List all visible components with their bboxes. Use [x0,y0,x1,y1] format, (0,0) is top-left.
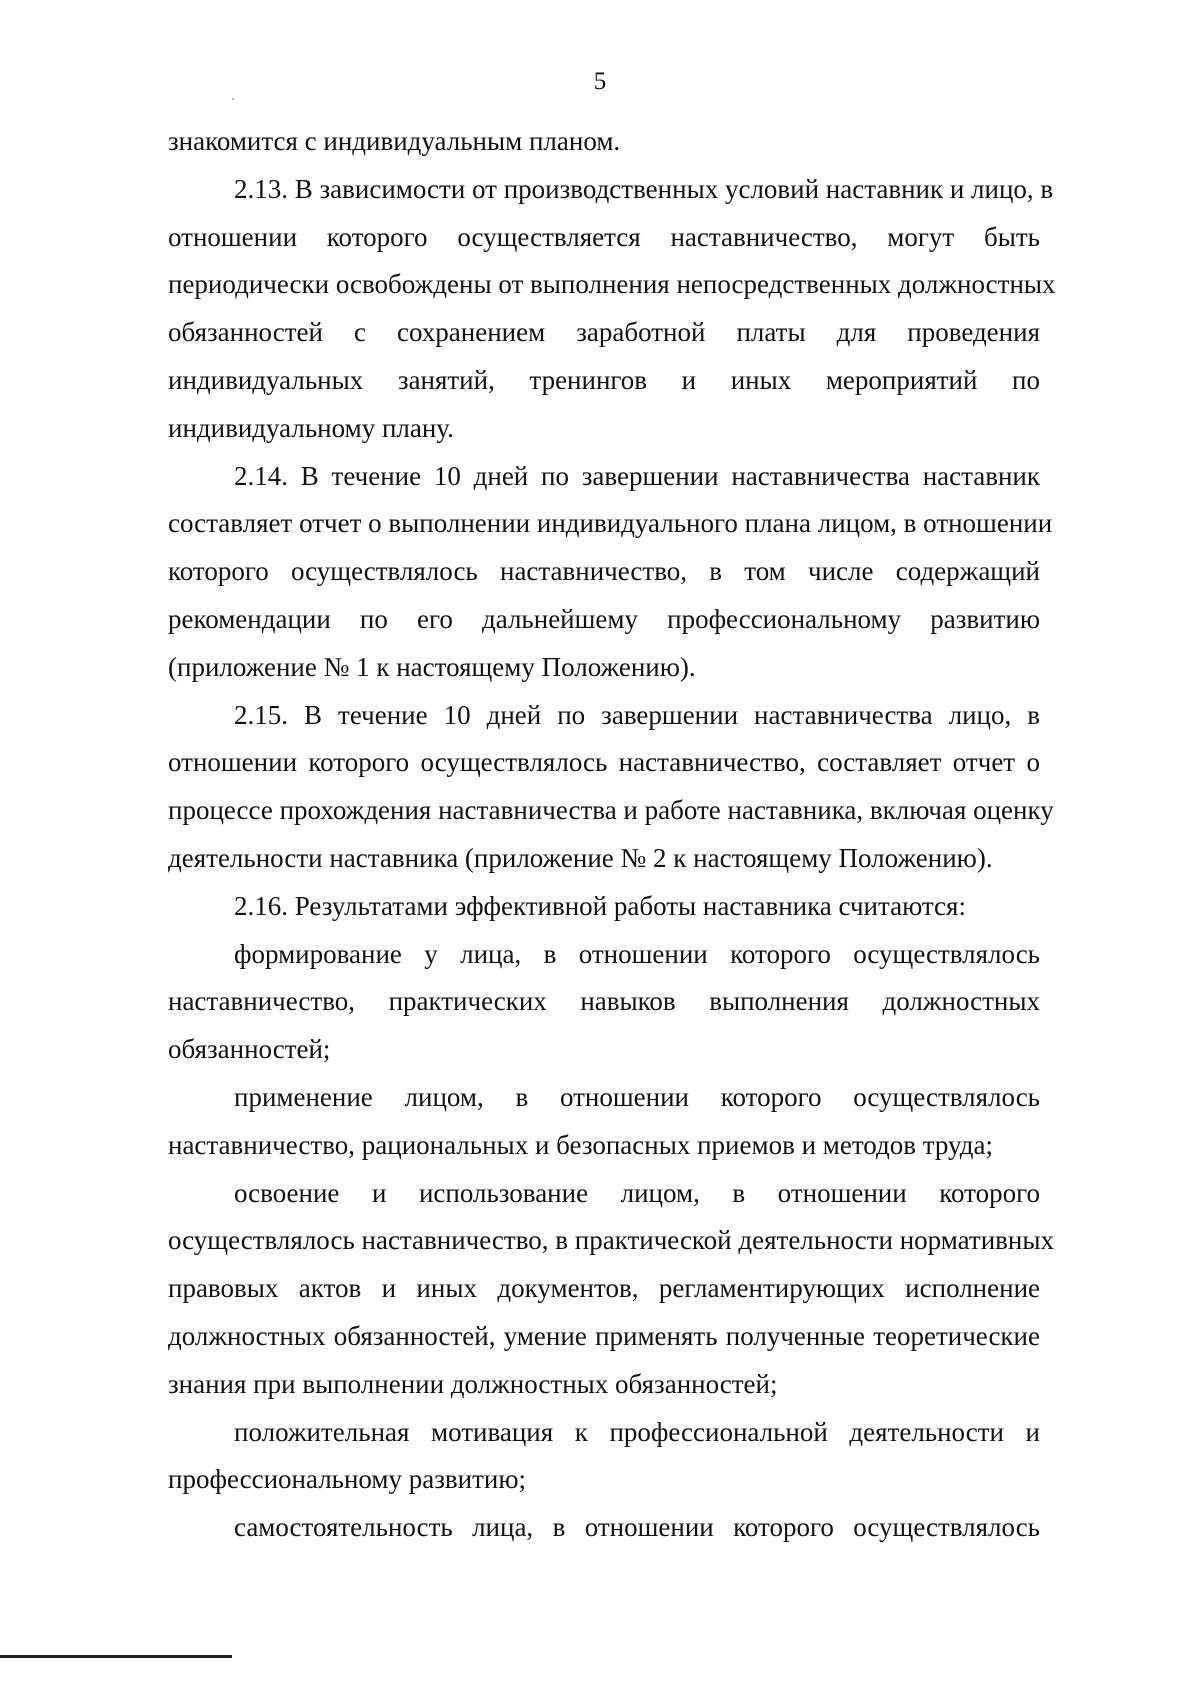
text-line: обязанностей; [168,1034,331,1065]
text-line: формирование у лица, в отношении которого осуществлялось [234,938,1040,969]
text-line: деятельности наставника (приложение № 2 к настоящему Положению). [168,842,993,873]
document-body [168,118,1056,1552]
text-line: наставничество, практических навыков выполнения должностных [168,986,1040,1017]
footer-rule [0,1655,232,1658]
scan-speck [232,98,234,100]
text-line: процессе прохождения наставничества и работе наставника, включая оценку [168,795,1054,826]
text-line: знакомится с индивидуальным планом. [168,126,621,156]
text-line: знания при выполнении должностных обязанностей; [168,1368,778,1399]
text-line: самостоятельность лица, в отношении которого осуществлялось [234,1512,1040,1543]
text-line: индивидуальных занятий, тренингов и иных мероприятий по [168,364,1040,395]
text-line: обязанностей с сохранением заработной платы для проведения [168,317,1040,348]
text-line: 2.15. В течение 10 дней по завершении наставничества лицо, в [234,699,1040,730]
text-line: 2.16. Результатами эффективной работы наставника считаются: [234,890,966,921]
text-line: 2.14. В течение 10 дней по завершении наставничества наставник [234,460,1040,491]
text-line: рекомендации по его дальнейшему профессиональному развитию [168,603,1040,634]
text-line: положительная мотивация к профессиональной деятельности и [234,1416,1040,1447]
text-line: отношении которого осуществляется наставничество, могут быть [168,221,1040,252]
text-line: отношении которого осуществлялось наставничество, составляет отчет о [168,747,1040,778]
text-line: периодически освобождены от выполнения непосредственных должностных [168,269,1056,300]
text-line: профессиональному развитию; [168,1464,527,1495]
text-line: осуществлялось наставничество, в практической деятельности нормативных [168,1225,1055,1256]
text-line: правовых актов и иных документов, регламентирующих исполнение [168,1273,1040,1304]
text-line: 2.13. В зависимости от производственных условий наставник и лицо, в [234,173,1054,204]
text-line: (приложение № 1 к настоящему Положению). [168,651,696,682]
text-line: наставничество, рациональных и безопасных приемов и методов труда; [168,1129,994,1160]
text-line: составляет отчет о выполнении индивидуального плана лицом, в отношении [168,508,1053,539]
text-line: должностных обязанностей, умение применять полученные теоретические [168,1320,1040,1351]
page-number: 5 [593,68,607,95]
text-line: индивидуальному плану. [168,412,454,443]
text-line: применение лицом, в отношении которого осуществлялось [234,1081,1040,1112]
text-line: которого осуществлялось наставничество, в том числе содержащий [168,556,1040,587]
text-line: освоение и использование лицом, в отношении которого [234,1177,1040,1208]
